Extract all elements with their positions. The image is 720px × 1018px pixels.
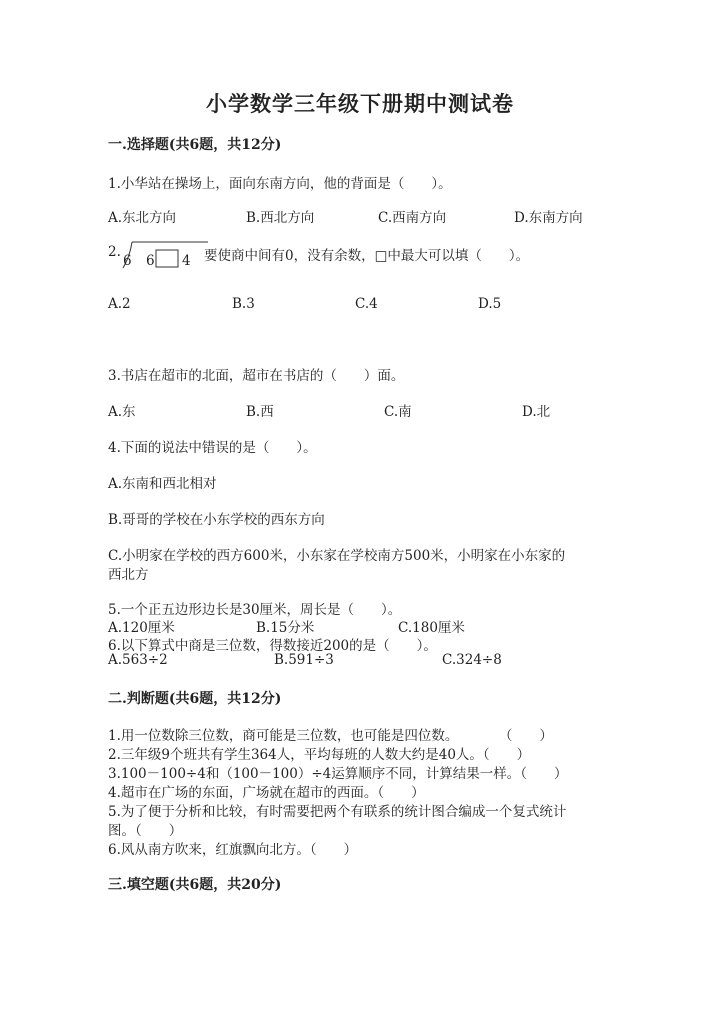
question-stem: 4.下面的说法中错误的是（ ）。: [108, 440, 317, 456]
option-c: C.小明家在学校的西方600米，小东家在学校南方500米，小明家在小东家的: [108, 548, 566, 564]
option-c-continued: 西北方: [108, 567, 149, 583]
judgement-item: 5.为了便于分析和比较，有时需要把两个有联系的统计图合编成一个复式统计: [108, 804, 567, 820]
judgement-item: 2.三年级9个班共有学生364人，平均每班的人数大约是40人。（ ）: [108, 747, 531, 763]
option-d: D.北: [522, 404, 551, 420]
section-heading-fill-in: 三.填空题(共6题，共20分): [108, 877, 282, 893]
option-c: C.4: [355, 296, 378, 312]
option-a: A.563÷2: [108, 652, 168, 668]
question-stem: 5.一个正五边形边长是30厘米，周长是（ ）。: [108, 602, 402, 618]
question-stem: 6.以下算式中商是三位数，得数接近200的是（ ）。: [108, 638, 437, 654]
option-a: A.东南和西北相对: [108, 476, 217, 492]
option-b: B.西: [246, 404, 274, 420]
blank-box: [156, 250, 178, 267]
option-a: A.2: [108, 296, 131, 312]
option-d: D.东南方向: [514, 210, 583, 226]
option-c: C.324÷8: [442, 652, 502, 668]
judgement-item: 3.100－100÷4和（100－100）÷4运算顺序不同，计算结果一样。（ ）: [108, 766, 568, 782]
question-stem: 1.小华站在操场上，面向东南方向，他的背面是（ ）。: [108, 176, 452, 192]
option-b: B.15分米: [256, 620, 315, 636]
judgement-item: 6.风从南方吹来，红旗飘向北方。（ ）: [108, 842, 358, 858]
option-c: C.南: [384, 404, 412, 420]
option-b: B.591÷3: [274, 652, 334, 668]
option-b: B.哥哥的学校在小东学校的西东方向: [108, 512, 325, 528]
question-number: 2.: [108, 244, 121, 260]
option-a: A.东: [108, 404, 136, 420]
question-stem: 要使商中间有0，没有余数，□中最大可以填（ ）。: [204, 248, 530, 264]
judgement-item-continued: 图。（ ）: [108, 823, 183, 839]
option-d: D.5: [478, 296, 502, 312]
page-title: 小学数学三年级下册期中测试卷: [206, 91, 514, 116]
dividend-left: 6: [146, 253, 155, 269]
divisor: 6: [123, 253, 132, 269]
section-heading-choice: 一.选择题(共6题，共12分): [108, 137, 282, 153]
dividend-right: 4: [182, 253, 191, 269]
option-a: A.120厘米: [108, 620, 175, 636]
section-heading-judgement: 二.判断题(共6题，共12分): [108, 691, 282, 707]
question-stem: 3.书店在超市的北面，超市在书店的（ ）面。: [108, 368, 405, 384]
option-a: A.东北方向: [108, 210, 177, 226]
option-b: B.3: [232, 296, 255, 312]
judgement-item: 4.超市在广场的东面，广场就在超市的西面。（ ）: [108, 785, 425, 801]
option-c: C.180厘米: [398, 620, 465, 636]
option-c: C.西南方向: [378, 210, 447, 226]
option-b: B.西北方向: [246, 210, 315, 226]
long-division-figure: [120, 240, 210, 270]
judgement-item: 1.用一位数除三位数，商可能是三位数，也可能是四位数。 （ ）: [108, 728, 553, 744]
